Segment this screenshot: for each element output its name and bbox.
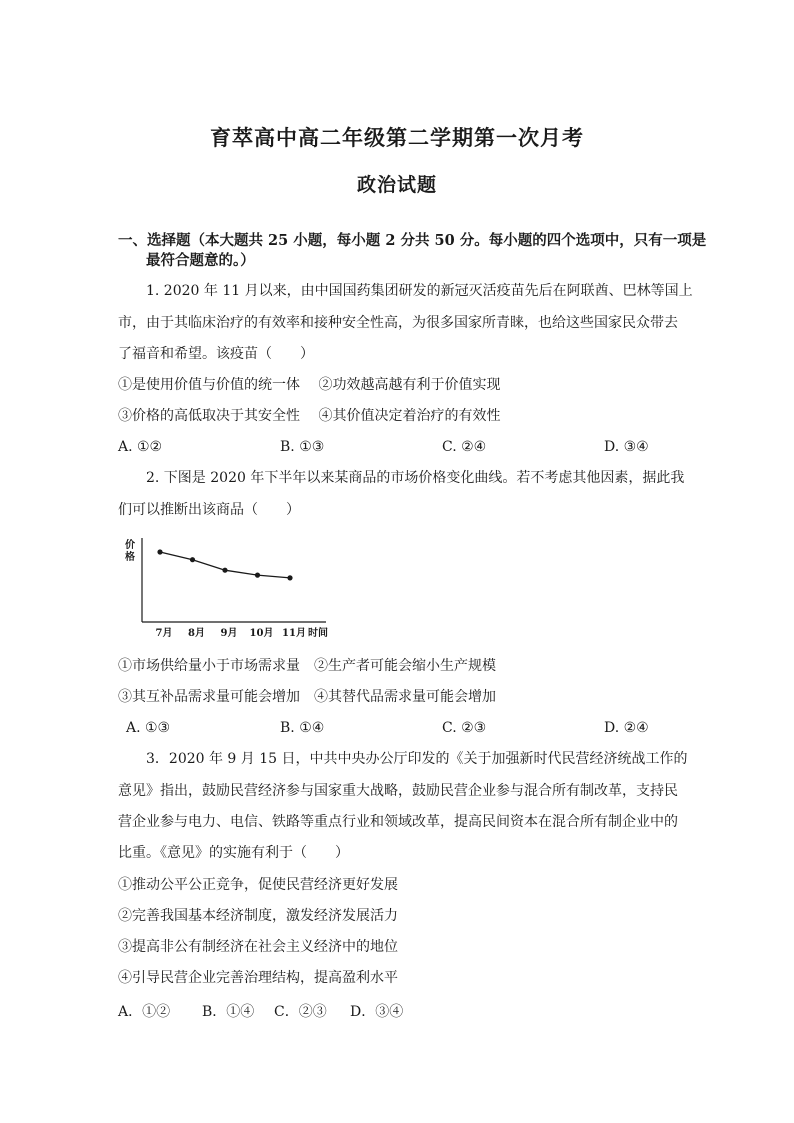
exam-title: 育萃高中高二年级第二学期第一次月考 — [210, 125, 584, 150]
x-tick-label: 10月 — [249, 628, 274, 639]
q1-option-a[interactable]: A. ①② — [118, 439, 163, 455]
q3-stem-line1: 3．2020 年 9 月 15 日，中共中央办公厅印发的《关于加强新时代民营经济统战工作的 — [146, 751, 688, 767]
q3-option-a[interactable]: A．①② — [118, 1004, 171, 1020]
data-point-2 — [190, 557, 195, 562]
x-tick-label: 11月 — [282, 628, 306, 639]
q1-stem-line3: 了福音和希望。该疫苗（ ） — [118, 346, 314, 362]
section-heading-line2: 最符合题意的。） — [146, 252, 255, 269]
q1-statement-1: ①是使用价值与价值的统一体 ②功效越高越有利于价值实现 — [118, 377, 501, 393]
q1-option-c[interactable]: C. ②④ — [442, 439, 487, 455]
x-tick-label: 9月 — [220, 628, 238, 639]
section-heading-line1: 一、选择题（本大题共 25 小题，每小题 2 分共 50 分。每小题的四个选项中，只有一项是 — [118, 232, 707, 249]
q2-option-b[interactable]: B. ①④ — [280, 720, 325, 736]
q3-option-d[interactable]: D．③④ — [350, 1004, 404, 1020]
exam-subtitle: 政治试题 — [356, 174, 437, 196]
q2-stem-line1: 2. 下图是 2020 年下半年以来某商品的市场价格变化曲线。若不考虑其他因素，据此我 — [146, 470, 685, 486]
data-point-5 — [287, 575, 292, 580]
q2-stem-line2: 们可以推断出该商品（ ） — [118, 502, 300, 518]
q3-stem-line2: 意见》指出，鼓励民营经济参与国家重大战略，鼓励民营企业参与混合所有制改革，支持民 — [118, 783, 678, 799]
q3-statement-4: ④引导民营企业完善治理结构，提高盈利水平 — [118, 970, 398, 986]
q2-option-c[interactable]: C. ②③ — [442, 720, 487, 736]
x-tick-label: 8月 — [188, 628, 205, 639]
q3-option-c[interactable]: C．②③ — [274, 1004, 327, 1020]
q1-statement-2: ③价格的高低取决于其安全性 ④其价值决定着治疗的有效性 — [118, 408, 501, 424]
data-point-3 — [222, 568, 227, 573]
q3-stem-line4: 比重。《意见》的实施有利于（ ） — [118, 845, 349, 861]
q3-statement-2: ②完善我国基本经济制度，激发经济发展活力 — [118, 908, 398, 924]
q1-option-b[interactable]: B. ①③ — [280, 439, 325, 455]
data-point-1 — [157, 549, 162, 554]
q2-statement-1: ①市场供给量小于市场需求量 ②生产者可能会缩小生产规模 — [118, 658, 496, 674]
price-chart — [116, 532, 340, 644]
q2-statement-2: ③其互补品需求量可能会增加 ④其替代品需求量可能会增加 — [118, 689, 496, 705]
q3-statement-1: ①推动公平公正竞争，促使民营经济更好发展 — [118, 877, 398, 893]
x-axis-label: 时间 — [308, 628, 328, 639]
q2-option-d[interactable]: D. ②④ — [604, 720, 649, 736]
x-tick-label: 7月 — [155, 628, 173, 639]
price-series-line — [160, 552, 290, 578]
q3-option-b[interactable]: B．①④ — [202, 1004, 255, 1020]
q1-option-d[interactable]: D. ③④ — [604, 439, 649, 455]
q1-stem-line1: 1. 2020 年 11 月以来，由中国国药集团研发的新冠灭活疫苗先后在阿联酋、巴林等国上 — [146, 283, 693, 299]
y-axis-label-char: 价 — [125, 540, 135, 551]
q3-statement-3: ③提高非公有制经济在社会主义经济中的地位 — [118, 939, 398, 955]
q3-stem-line3: 营企业参与电力、电信、铁路等重点行业和领域改革，提高民间资本在混合所有制企业中的 — [118, 814, 678, 830]
q1-stem-line2: 市，由于其临床治疗的有效率和接种安全性高，为很多国家所青睐，也给这些国家民众带去 — [118, 315, 678, 331]
data-point-4 — [255, 573, 260, 578]
y-axis-label-char: 格 — [125, 552, 135, 563]
q2-option-a[interactable]: A. ①③ — [126, 720, 171, 736]
